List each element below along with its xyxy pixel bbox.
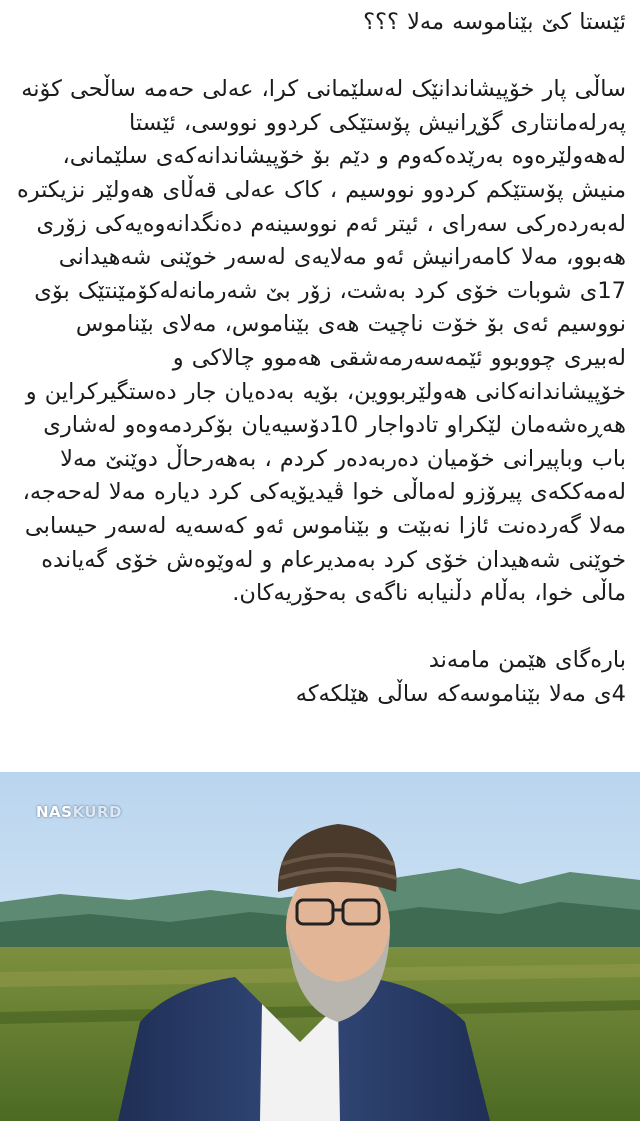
naskurd-logo: NASKURD [36, 803, 123, 821]
post-title: ئێستا کێ بێناموسە مەلا ؟؟؟ [363, 9, 626, 35]
post-signature: بارەگای هێمن مامەند [428, 647, 626, 674]
post-caption: 4ی مەلا بێناموسەکە ساڵی هێلکەکە [295, 680, 626, 707]
post-body: ساڵی پار خۆپیشاندانێک لەسلێمانی کرا، عەلی حەمە ساڵحی کۆنە پەرلەمانتاری گۆڕانیش پۆستێکی کردوو نووسی، ئێستا لەهەولێرەوە بەرێدەکەوم و دێم بۆ خۆپیشاندانەکەی سلێمانی، منیش پۆستێکم کردوو نووسیم ، کاک عەلی قەڵای هەولێر نزیکترە لەبەردەرکی سەرای ، ئیتر ئەم نووسینەم دەنگدانەوەیەکی زۆری هەبوو، مەلا کامەرانیش ئەو مەلایەی لەسەر خوێنی شەهیدانی 17ی شوبات خۆی کرد بەشت، زۆر بێ شەرمانەلەکۆمێنتێک بۆی نووسیم ئەی بۆ خۆت ناچیت هەی بێناموس، مەلای بێناموس لەبیری چووبوو ئێمەسەرمەشقی هەموو چالاکی و خۆپیشاندانەکانی هەولێربووین، بۆیە بەدەیان جار دەستگیرکراین و هەڕەشەمان لێکراو تادواجار 10دۆسیەیان بۆکردمەوەو لەشاری باب وباپیرانی خۆمیان دەربەدەر کردم ، بەهەرحاڵ دوێنێ مەلا لەمەککەی پیرۆزو لەماڵی خوا ڤیدیۆیەکی کرد دیارە مەلا لەحەجە، مەلا گەردەنت ئازا نەبێت و بێناموس ئەو کەسەیە لەسەر حیسابی خوێنی شەهیدان خۆی کرد بەمدیرعام و لەوێوەش خۆی گەیاندە ماڵی خوا، بەڵام دڵنیابە ناگەی بەحۆریەکان. [16, 76, 626, 607]
post-photo[interactable] [0, 772, 640, 1121]
post-text [14, 6, 626, 711]
photo-scene [0, 772, 640, 1121]
